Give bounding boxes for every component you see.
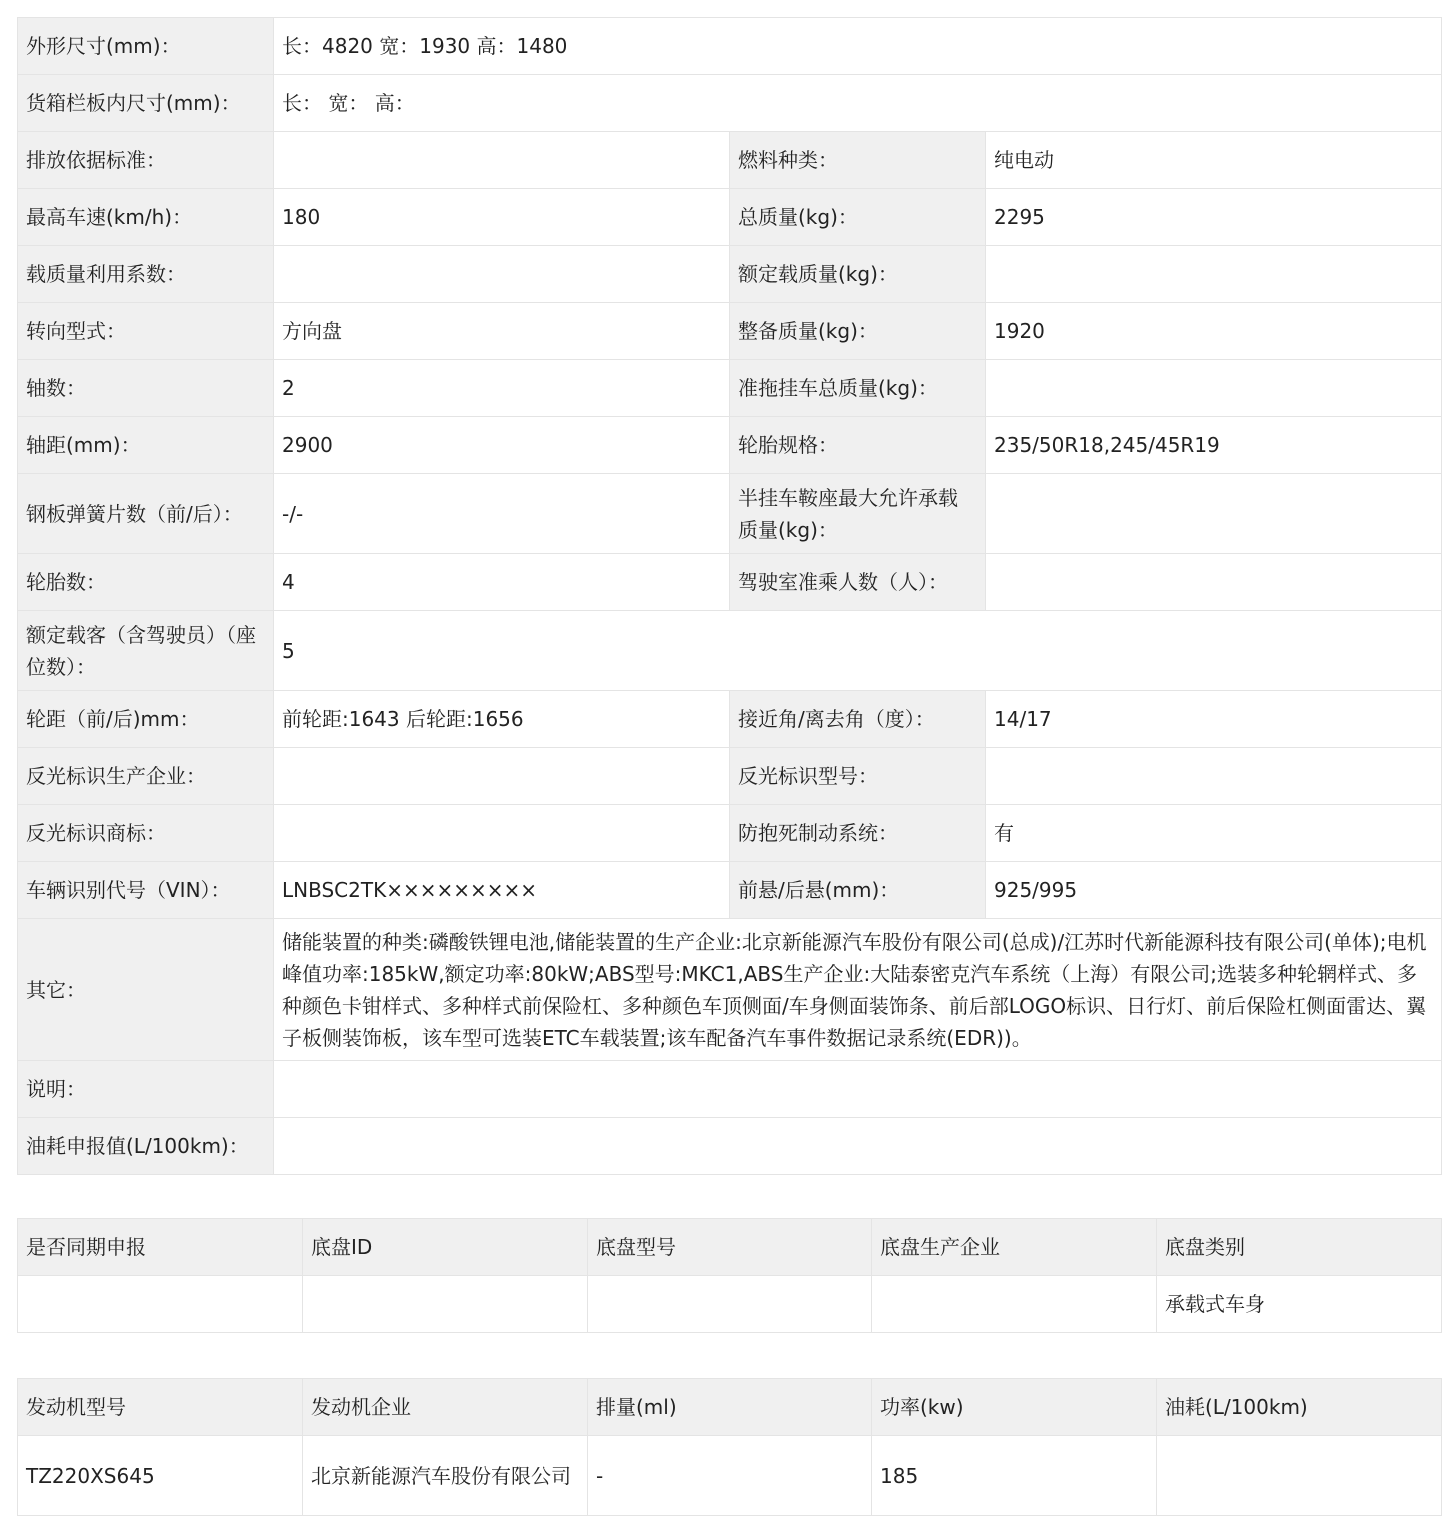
engine-power-value: 185: [872, 1436, 1157, 1516]
spec-row-steering: [18, 303, 1442, 360]
chassis-model-value: [588, 1276, 872, 1333]
chassis-header-maker: 底盘生产企业: [872, 1219, 1157, 1276]
engine-header-power: 功率(kw): [872, 1379, 1157, 1436]
chassis-maker-value: [872, 1276, 1157, 1333]
chassis-header-row: [18, 1219, 1442, 1276]
engine-header-maker: 发动机企业: [303, 1379, 588, 1436]
cab-passengers-value: [986, 554, 1442, 611]
chassis-header-category: 底盘类别: [1157, 1219, 1442, 1276]
angle-value: 14/17: [986, 691, 1442, 748]
vin-label: 车辆识别代号（VIN）：: [18, 862, 274, 919]
reflective-model-value: [986, 748, 1442, 805]
saddle-value: [986, 474, 1442, 554]
rated-passengers-value: 5: [274, 611, 1442, 691]
engine-model-value: TZ220XS645: [18, 1436, 303, 1516]
spec-row-rated-passengers: [18, 611, 1442, 691]
total-mass-label: 总质量(kg)：: [730, 189, 986, 246]
engine-fuel-value: [1157, 1436, 1442, 1516]
load-coef-label: 载质量利用系数：: [18, 246, 274, 303]
total-mass-value: 2295: [986, 189, 1442, 246]
curb-mass-label: 整备质量(kg)：: [730, 303, 986, 360]
vin-value: LNBSC2TK×××××××××: [274, 862, 730, 919]
reflective-maker-label: 反光标识生产企业：: [18, 748, 274, 805]
saddle-label: 半挂车鞍座最大允许承载质量(kg)：: [730, 474, 986, 554]
engine-displacement-value: -: [588, 1436, 872, 1516]
spec-row-load: [18, 246, 1442, 303]
chassis-id-value: [303, 1276, 588, 1333]
fuel-consumption-value: [274, 1118, 1442, 1175]
engine-table: [17, 1378, 1442, 1516]
overhang-label: 前悬/后悬(mm)：: [730, 862, 986, 919]
wheelbase-value: 2900: [274, 417, 730, 474]
cargo-box-value: 长： 宽： 高：: [274, 75, 1442, 132]
cab-passengers-label: 驾驶室准乘人数（人）：: [730, 554, 986, 611]
spec-table: [17, 17, 1442, 1175]
rated-load-value: [986, 246, 1442, 303]
rated-passengers-label: 额定载客（含驾驶员）（座位数）：: [18, 611, 274, 691]
spec-row-leaf-spring: [18, 474, 1442, 554]
dimensions-label: 外形尺寸(mm)：: [18, 18, 274, 75]
emission-value: [274, 132, 730, 189]
chassis-header-model: 底盘型号: [588, 1219, 872, 1276]
load-coef-value: [274, 246, 730, 303]
spec-row-reflective-brand: [18, 805, 1442, 862]
spec-row-cargo-box: [18, 75, 1442, 132]
chassis-data-row: [18, 1276, 1442, 1333]
note-value: [274, 1061, 1442, 1118]
reflective-maker-value: [274, 748, 730, 805]
engine-maker-value: 北京新能源汽车股份有限公司: [303, 1436, 588, 1516]
spec-row-axles: [18, 360, 1442, 417]
steering-label: 转向型式：: [18, 303, 274, 360]
tire-spec-value: 235/50R18,245/45R19: [986, 417, 1442, 474]
spec-row-tires: [18, 554, 1442, 611]
trailer-mass-label: 准拖挂车总质量(kg)：: [730, 360, 986, 417]
chassis-concurrent-value: [18, 1276, 303, 1333]
track-value: 前轮距:1643 后轮距:1656: [274, 691, 730, 748]
spec-row-fuel-consumption: [18, 1118, 1442, 1175]
angle-label: 接近角/离去角（度）：: [730, 691, 986, 748]
other-value: 储能装置的种类:磷酸铁锂电池,储能装置的生产企业:北京新能源汽车股份有限公司(总成)/江苏时代新能源科技有限公司(单体);电机峰值功率:185kW,额定功率:80kW;ABS型号:MKC1,ABS生产企业:大陆泰密克汽车系统（上海）有限公司;选装多种轮辋样式、多种颜色卡钳样式、多种样式前保险杠、多种颜色车顶侧面/车身侧面装饰条、前后部LOGO标识、日行灯、前后保险杠侧面雷达、翼子板侧装饰板，该车型可选装ETC车载装置;该车配备汽车事件数据记录系统(EDR))。: [274, 919, 1442, 1061]
leaf-spring-label: 钢板弹簧片数（前/后）：: [18, 474, 274, 554]
overhang-value: 925/995: [986, 862, 1442, 919]
spec-row-emission-fuel: [18, 132, 1442, 189]
axles-value: 2: [274, 360, 730, 417]
curb-mass-value: 1920: [986, 303, 1442, 360]
spec-row-other: [18, 919, 1442, 1061]
chassis-category-value: 承载式车身: [1157, 1276, 1442, 1333]
abs-label: 防抱死制动系统：: [730, 805, 986, 862]
chassis-table: [17, 1218, 1442, 1333]
emission-label: 排放依据标准：: [18, 132, 274, 189]
spec-row-dimensions: [18, 18, 1442, 75]
fuel-consumption-label: 油耗申报值(L/100km)：: [18, 1118, 274, 1175]
dimensions-value: 长：4820 宽：1930 高：1480: [274, 18, 1442, 75]
abs-value: 有: [986, 805, 1442, 862]
leaf-spring-value: -/-: [274, 474, 730, 554]
fuel-value: 纯电动: [986, 132, 1442, 189]
axles-label: 轴数：: [18, 360, 274, 417]
spec-row-track: [18, 691, 1442, 748]
chassis-header-id: 底盘ID: [303, 1219, 588, 1276]
spec-row-wheelbase: [18, 417, 1442, 474]
fuel-label: 燃料种类：: [730, 132, 986, 189]
reflective-brand-label: 反光标识商标：: [18, 805, 274, 862]
note-label: 说明：: [18, 1061, 274, 1118]
tires-count-value: 4: [274, 554, 730, 611]
trailer-mass-value: [986, 360, 1442, 417]
max-speed-value: 180: [274, 189, 730, 246]
max-speed-label: 最高车速(km/h)：: [18, 189, 274, 246]
engine-header-displacement: 排量(ml): [588, 1379, 872, 1436]
reflective-brand-value: [274, 805, 730, 862]
engine-data-row: [18, 1436, 1442, 1516]
other-label: 其它：: [18, 919, 274, 1061]
spec-row-speed-mass: [18, 189, 1442, 246]
engine-header-model: 发动机型号: [18, 1379, 303, 1436]
tire-spec-label: 轮胎规格：: [730, 417, 986, 474]
spec-row-note: [18, 1061, 1442, 1118]
wheelbase-label: 轴距(mm)：: [18, 417, 274, 474]
chassis-header-concurrent: 是否同期申报: [18, 1219, 303, 1276]
track-label: 轮距（前/后)mm：: [18, 691, 274, 748]
tires-count-label: 轮胎数：: [18, 554, 274, 611]
spec-row-vin: [18, 862, 1442, 919]
spec-row-reflective-maker: [18, 748, 1442, 805]
engine-header-row: [18, 1379, 1442, 1436]
engine-header-fuel: 油耗(L/100km): [1157, 1379, 1442, 1436]
steering-value: 方向盘: [274, 303, 730, 360]
reflective-model-label: 反光标识型号：: [730, 748, 986, 805]
rated-load-label: 额定载质量(kg)：: [730, 246, 986, 303]
cargo-box-label: 货箱栏板内尺寸(mm)：: [18, 75, 274, 132]
